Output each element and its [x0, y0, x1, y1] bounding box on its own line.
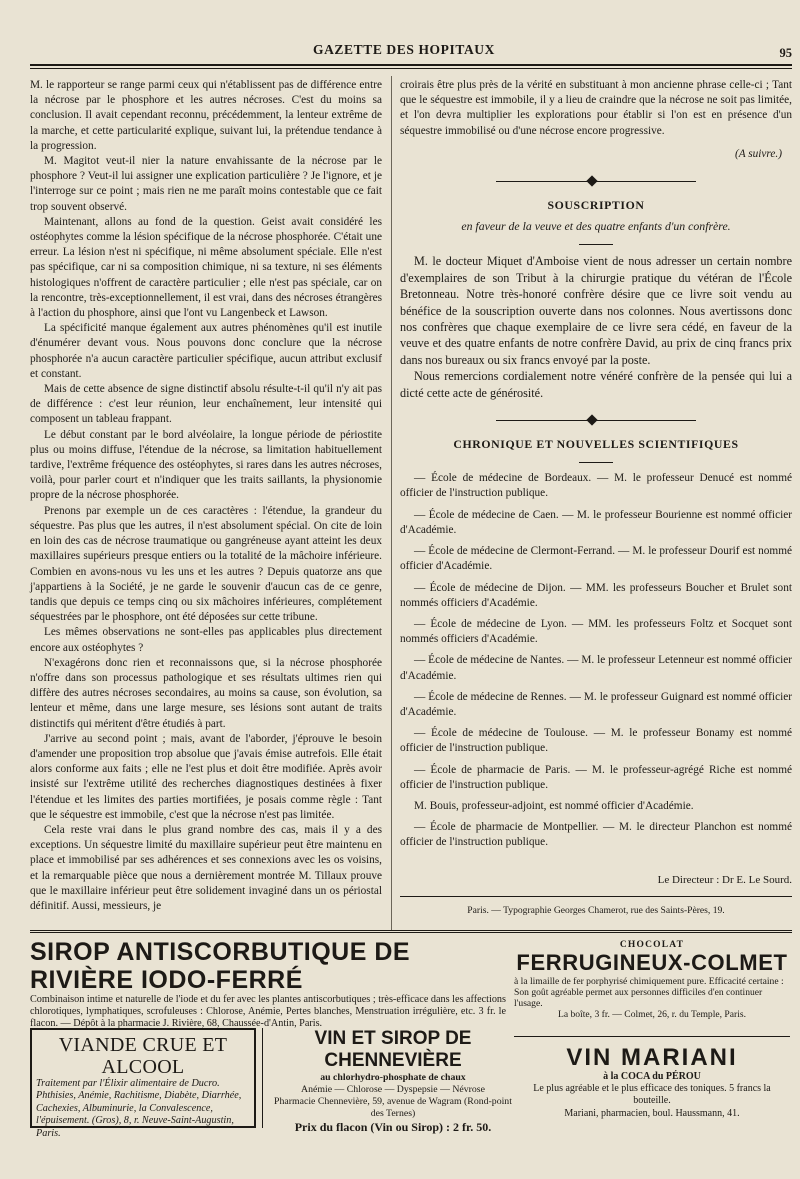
- ad-text: Le plus agréable et le plus efficace des toniques. 5 francs la bouteille.: [533, 1083, 771, 1107]
- ad-text: Traitement par l'Élixir alimentaire de Ducro. Phthisies, Anémie, Rachitisme, Diabète, Diarrhée, Cachexies, Albuminurie, la Convalescence, l'épuisement. (Gros), 8, r. Neuve-Saint-Augustin, Paris.: [36, 1078, 242, 1139]
- ad-text: à la limaille de fer porphyrisé chimiquement pure. Efficacité certaine : Son goût agréable permet aux personnes difficiles d'en continuer l'usage.: [514, 976, 784, 1009]
- page-number: 95: [779, 46, 792, 60]
- ad-headline: VIN ET SIROP DE CHENNEVIÈRE: [314, 1028, 472, 1071]
- newspaper-page: [14, 0, 794, 1179]
- list-item: — École de médecine de Caen. — M. le professeur Bourienne est nommé officier d'Académie.: [400, 508, 792, 536]
- continuation-paragraph: croirais être plus près de la vérité en substituant à mon ancienne phrase celle-ci ; Tant que le séquestre est immobile, il y a lieu de craindre que la nécrose ne soit pas limitée, et l'on devra multiplier les explorations pour établir si l'on est en présence d'un séquestre immobilisé ou d'une nécrose encore progressive.: [400, 79, 792, 137]
- paragraph: Cela reste vrai dans le plus grand nombre des cas, mais il y a des exceptions. Un séquestre limité du maxillaire supérieur peut être maintenu en place et immobilisé par ses adhérences et ses connexions avec les os voisins, et la remarquable pièce que nous a dernièrement montrée M. Tillaux prouve que le maxillaire inférieur peut être solidement invaginé dans un os périostal définitif. Aussi, messieurs, je: [30, 823, 382, 912]
- list-item: — École de médecine de Bordeaux. — M. le professeur Denucé est nommé officier de l'instruction publique.: [400, 472, 792, 500]
- list-item: — École de médecine de Nantes. — M. le professeur Letenneur est nommé officier d'Académie.: [400, 654, 792, 682]
- paragraph: Mais de cette absence de signe distinctif absolu résulte-t-il qu'il n'y ait pas de différence : c'est leur réunion, leur enchaînement, leur intensité qui composent un tableau frappant.: [30, 383, 382, 426]
- paragraph: Le début constant par le bord alvéolaire, la longue période de périostite plus ou moins diffuse, l'étendue de la nécrose, sa limitation habituellement tardive, l'extrême fréquence des ostéophytes, si rares dans les autres nécroses, voilà, pour parler court et n'indiquer que les traits saillants, la physionomie propre de la nécrose phosphorée.: [30, 428, 382, 502]
- right-column: [400, 78, 792, 918]
- ad-chenneviere: [262, 1028, 515, 1134]
- short-rule: [579, 244, 613, 245]
- chronique-list: [400, 471, 792, 850]
- list-item: — École de médecine de Clermont-Ferrand. — M. le professeur Dourif est nommé officier d'Académie.: [400, 545, 792, 573]
- paragraph: Nous remercions cordialement notre vénéré confrère de la pensée qui lui a dicté cette acte de générosité.: [400, 369, 792, 400]
- paragraph: M. Magitot veut-il nier la nature envahissante de la nécrose par le phosphore ? Veut-il lui assigner une explication particulière ? Je l'ignore, et je l'interroge sur ce point ; mais rien ne me paraît moins contestable que ce fait trop souvent observé.: [30, 155, 382, 213]
- left-column: [30, 78, 382, 914]
- ad-headline: SIROP ANTISCORBUTIQUE DE RIVIÈRE IODO-FERRÉ: [30, 938, 411, 994]
- imprint-rule: [400, 896, 792, 897]
- paragraph: M. le docteur Miquet d'Amboise vient de nous adresser un certain nombre d'exemplaires de son Tribut à la chirurgie pratique du vétéran de l'École Bretonneau. Notre très-honoré confrère désire que ce livre soit vendu au bénéfice de la souscription ouverte dans nos colonnes. Nous avertissons donc nos confrères que chaque exemplaire de ce livre sera cédé, en faveur de la veuve et des quatre enfants de notre confrère David, au prix de cinq francs prix dans nos bureaux ou six francs envoyé par la poste.: [400, 254, 792, 367]
- ad-chocolat-colmet: [514, 940, 790, 1024]
- paragraph: M. le rapporteur se range parmi ceux qui n'établissent pas de différence entre la nécrose par le phosphore et les autres nécroses. C'est du moins sa conclusion. Il avait cependant reconnu, précédemment, la lenteur extrême de la marche, et cette particularité explique, suivant lui, la prétendue tendance à la progression.: [30, 79, 382, 152]
- short-rule: [579, 462, 613, 463]
- ad-vin-mariani: [514, 1036, 790, 1145]
- paragraph: N'exagérons donc rien et reconnaissons que, si la nécrose phosphorée n'offre dans son processus pathologique et ses résultats ultimes rien qui diffère des autres nécroses secondaires, au moins sa cause, son évolution, sa lenteur et même, dans une large mesure, ses lésions sont autant de traits distinctifs qui méritent d'être étudiés à part.: [30, 656, 382, 730]
- section-separator: [496, 176, 696, 186]
- ad-headline: VIN MARIANI: [566, 1044, 738, 1071]
- ad-address: Pharmacie Chennevière, 59, avenue de Wagram (Rond-point des Ternes): [274, 1096, 512, 1119]
- souscription-body: [400, 253, 792, 401]
- ad-price: La boîte, 3 fr. — Colmet, 26, r. du Temple, Paris.: [557, 1009, 747, 1020]
- imprint: Paris. — Typographie Georges Chamerot, rue des Saints-Pères, 19.: [467, 904, 725, 916]
- paragraph: J'arrive au second point ; mais, avant de l'aborder, j'éprouve le besoin d'amender une proposition trop absolue que j'avais émise autrefois. Elle était alors conforme aux faits ; elle ne l'est plus et doit être modifiée. Après avoir insisté sur l'extrême utilité des recherches diagnostiques destinées à fixer l'étendue et les limites des parties mortifiées, je posais comme règle : Tant que le séquestre est immobile, c'est que la nécrose n'est pas limitée.: [30, 732, 382, 821]
- advertisement-rule: [30, 930, 792, 933]
- list-item: — École de médecine de Toulouse. — M. le professeur Bonamy est nommé officier de l'instruction publique.: [400, 727, 792, 755]
- header-rule-thin: [30, 68, 792, 69]
- ad-sirop-riviere: [30, 938, 506, 1029]
- list-item: — École de médecine de Dijon. — MM. les professeurs Boucher et Brulet sont nommés officiers d'Académie.: [400, 581, 792, 609]
- advertisements: [30, 938, 792, 1163]
- paragraph: La spécificité manque également aux autres phénomènes qu'il est inutile d'énumérer devant vous. Nous pouvons donc conclure que la nécrose phosphorée n'a aucun caractère particulier spécifique, aucun attribut exclusif et constant.: [30, 322, 382, 380]
- ad-viande-crue: [30, 1028, 256, 1139]
- souscription-title: SOUSCRIPTION: [547, 198, 645, 213]
- list-item: — École de médecine de Lyon. — MM. les professeurs Foltz et Socquet sont nommés officiers d'Académie.: [400, 617, 792, 646]
- page-header: [14, 36, 794, 66]
- list-item: M. Bouis, professeur-adjoint, est nommé officier d'Académie.: [414, 799, 694, 812]
- ad-headline: VIANDE CRUE ET ALCOOL: [58, 1034, 228, 1078]
- paragraph: Maintenant, allons au fond de la question. Geist avait considéré les ostéophytes comme la lésion spécifique de la nécrose phosphorée. C'était une erreur. La lésion n'est ni spécifique, ni même absolument spéciale. Elle n'est pas spécifique, car ni sa composition chimique, ni sa texture, ni ses éléments histologiques n'offrent de caractère particulier ; elle n'est pas spéciale, car on la rencontre, très-exceptionnellement, il est vrai, dans des nécroses étrangères à l'action du phosphore, ainsi que l'ont vu Langenbeck et Lawson.: [30, 215, 382, 320]
- list-item: — École de pharmacie de Montpellier. — M. le directeur Planchon est nommé officier de l'instruction publique.: [400, 821, 792, 849]
- column-divider: [391, 76, 392, 930]
- chronique-title: CHRONIQUE ET NOUVELLES SCIENTIFIQUES: [453, 437, 739, 452]
- ad-subtitle: au chlorhydro-phosphate de chaux: [320, 1072, 466, 1083]
- paragraph: Les mêmes observations ne sont-elles pas applicables plus directement encore aux ostéophytes ?: [30, 626, 382, 654]
- section-separator: [496, 415, 696, 425]
- list-item: — École de pharmacie de Paris. — M. le professeur-agrégé Riche est nommé officier de l'instruction publique.: [400, 763, 792, 791]
- souscription-subtitle: en faveur de la veuve et des quatre enfants d'un confrère.: [461, 219, 731, 234]
- journal-title: GAZETTE DES HOPITAUX: [312, 42, 496, 57]
- ad-address: Mariani, pharmacien, boul. Haussmann, 41.: [564, 1107, 740, 1119]
- to-be-continued: (A suivre.): [734, 147, 782, 160]
- ad-indications: Anémie — Chlorose — Dyspepsie — Névrose: [301, 1084, 485, 1095]
- ad-text: Combinaison intime et naturelle de l'iode et du fer avec les plantes antiscorbutiques ; très-efficace dans les affections chlorotiques, lymphatiques, scrofuleuses : Chlorose, Anémie, Pertes blanches, Menstruation irrégulière, etc. 3 fr. le flacon. — Dépôt à la pharmacie J. Rivière, 68, Chaussée-d'Antin, Paris.: [30, 994, 506, 1029]
- header-rule: [30, 64, 792, 66]
- ad-label: CHOCOLAT: [619, 940, 685, 950]
- directeur-signature: Le Directeur : Dr E. Le Sourd.: [657, 873, 792, 886]
- paragraph: Prenons par exemple un de ces caractères : l'étendue, la grandeur du séquestre. Pas plus que les autres, il n'est absolument spécial. On cite de loin en loin des cas de nécrose traumatique ou gangréneuse ayant atteint les deux maxillaires supérieurs presque entiers ou la totalité de la mâchoire inférieure. Combien en avons-nous vu les uns et les autres ? Depuis quatorze ans que j'appartiens à la Société, je ne garde le souvenir d'aucun cas de ce genre, tandis que depuis ce temps cinq ou six mâchoires inférieures, complétement séquestrées par le phosphore, ont été déposées sur cette tribune.: [30, 504, 382, 624]
- list-item: — École de médecine de Rennes. — M. le professeur Guignard est nommé officier d'Académie.: [400, 690, 792, 718]
- ad-price: Prix du flacon (Vin ou Sirop) : 2 fr. 50.: [294, 1120, 492, 1134]
- ad-subtitle: à la COCA du PÉROU: [603, 1071, 701, 1082]
- ad-headline: FERRUGINEUX-COLMET: [516, 950, 788, 975]
